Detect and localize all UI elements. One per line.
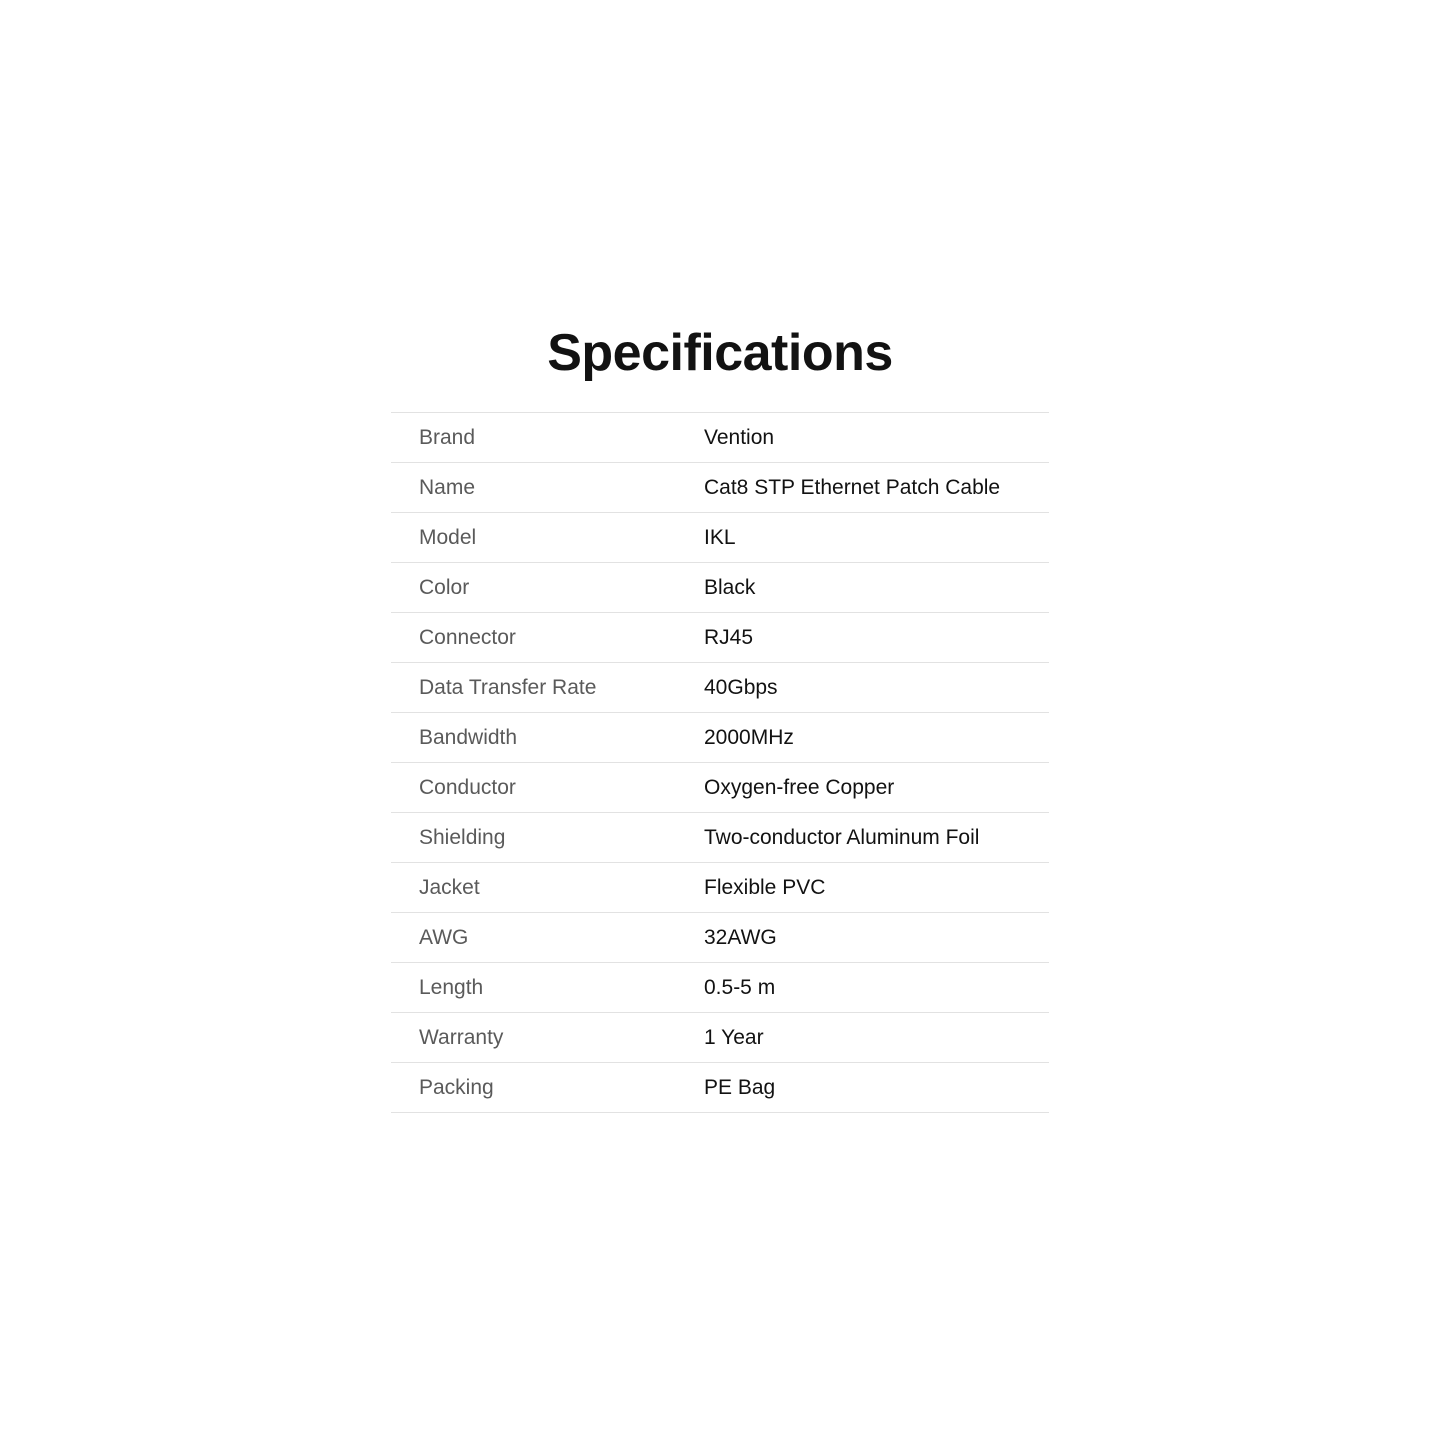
table-row — [391, 1013, 1049, 1063]
table-row — [391, 513, 1049, 563]
spec-label: AWG — [391, 913, 704, 963]
spec-label: Name — [391, 463, 704, 513]
spec-label: Packing — [391, 1063, 704, 1113]
table-row — [391, 1063, 1049, 1113]
spec-value: Oxygen-free Copper — [704, 763, 1049, 813]
table-row — [391, 863, 1049, 913]
spec-value: 32AWG — [704, 913, 1049, 963]
spec-value: Two-conductor Aluminum Foil — [704, 813, 1049, 863]
table-row — [391, 963, 1049, 1013]
table-row — [391, 813, 1049, 863]
spec-value: 2000MHz — [704, 713, 1049, 763]
table-row — [391, 713, 1049, 763]
table-row — [391, 413, 1049, 463]
spec-value: Black — [704, 563, 1049, 613]
spec-label: Data Transfer Rate — [391, 663, 704, 713]
spec-value: PE Bag — [704, 1063, 1049, 1113]
spec-value: Vention — [704, 413, 1049, 463]
table-row — [391, 663, 1049, 713]
spec-label: Length — [391, 963, 704, 1013]
spec-label: Color — [391, 563, 704, 613]
table-row — [391, 463, 1049, 513]
spec-label: Conductor — [391, 763, 704, 813]
spec-label: Brand — [391, 413, 704, 463]
spec-value: 1 Year — [704, 1013, 1049, 1063]
table-row — [391, 613, 1049, 663]
spec-value: RJ45 — [704, 613, 1049, 663]
specifications-block — [391, 325, 1049, 1113]
spec-value: 40Gbps — [704, 663, 1049, 713]
spec-label: Bandwidth — [391, 713, 704, 763]
table-row — [391, 563, 1049, 613]
spec-label: Connector — [391, 613, 704, 663]
spec-value: Cat8 STP Ethernet Patch Cable — [704, 463, 1049, 513]
spec-label: Shielding — [391, 813, 704, 863]
spec-value: Flexible PVC — [704, 863, 1049, 913]
spec-label: Model — [391, 513, 704, 563]
spec-label: Jacket — [391, 863, 704, 913]
table-row — [391, 763, 1049, 813]
specifications-table — [391, 412, 1049, 1113]
table-row — [391, 913, 1049, 963]
spec-value: IKL — [704, 513, 1049, 563]
page-title: Specifications — [547, 324, 893, 382]
spec-label: Warranty — [391, 1013, 704, 1063]
spec-value: 0.5-5 m — [704, 963, 1049, 1013]
